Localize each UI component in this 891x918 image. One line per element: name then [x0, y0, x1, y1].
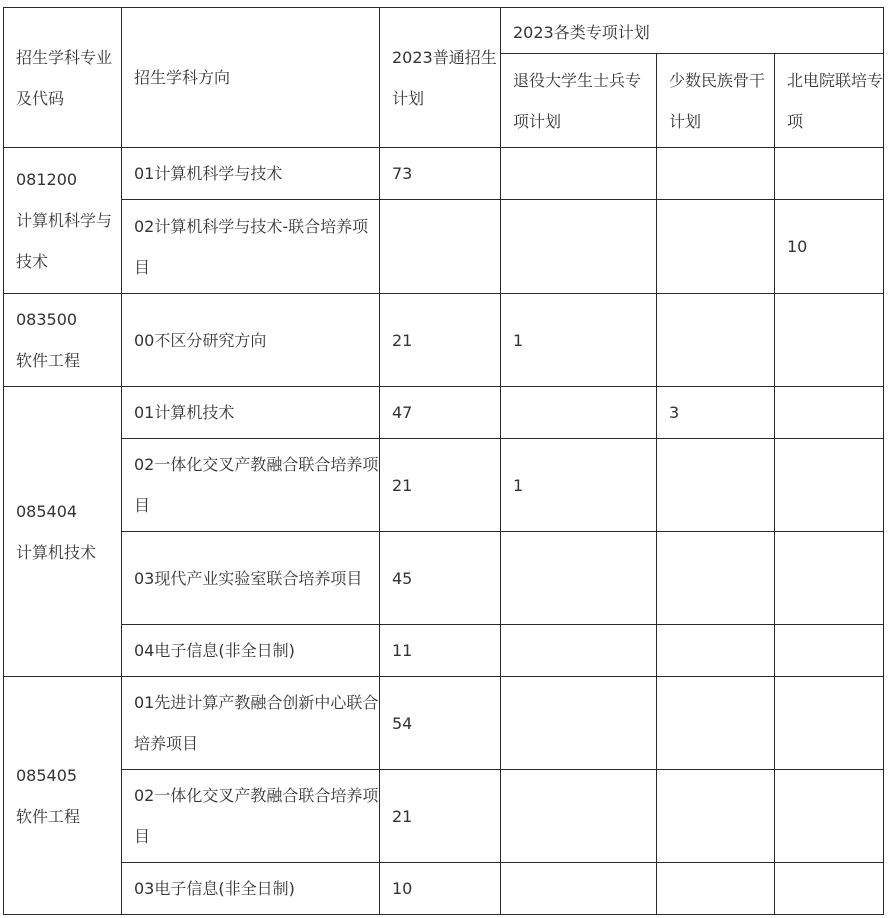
table-row	[4, 770, 884, 863]
veteran-cell: 1	[501, 439, 657, 532]
veteran-cell	[501, 148, 657, 200]
minority-cell	[657, 439, 775, 532]
table-body	[4, 8, 884, 915]
minority-cell	[657, 532, 775, 625]
veteran-cell	[501, 387, 657, 439]
joint-cell	[775, 294, 884, 387]
minority-cell	[657, 863, 775, 915]
direction-cell: 01先进计算产教融合创新中心联合培养项目	[122, 677, 380, 770]
joint-cell: 10	[775, 200, 884, 294]
direction-cell: 02一体化交叉产教融合联合培养项目	[122, 770, 380, 863]
table-row	[4, 863, 884, 915]
direction-cell: 01计算机技术	[122, 387, 380, 439]
joint-cell	[775, 677, 884, 770]
general-cell: 10	[380, 863, 501, 915]
joint-cell	[775, 863, 884, 915]
header-veteran: 退役大学生士兵专项计划	[501, 54, 657, 148]
direction-cell: 02计算机科学与技术-联合培养项目	[122, 200, 380, 294]
direction-cell: 01计算机科学与技术	[122, 148, 380, 200]
table-row	[4, 532, 884, 625]
veteran-cell: 1	[501, 294, 657, 387]
general-cell: 73	[380, 148, 501, 200]
general-cell: 47	[380, 387, 501, 439]
joint-cell	[775, 532, 884, 625]
minority-cell	[657, 677, 775, 770]
minority-cell	[657, 625, 775, 677]
veteran-cell	[501, 200, 657, 294]
subject-cell: 085405 软件工程	[4, 677, 122, 915]
direction-cell: 03电子信息(非全日制)	[122, 863, 380, 915]
subject-cell: 083500 软件工程	[4, 294, 122, 387]
header-minority: 少数民族骨干计划	[657, 54, 775, 148]
general-cell: 11	[380, 625, 501, 677]
minority-cell	[657, 148, 775, 200]
direction-cell: 04电子信息(非全日制)	[122, 625, 380, 677]
header-general-plan: 2023普通招生计划	[380, 8, 501, 148]
table-row	[4, 625, 884, 677]
joint-cell	[775, 387, 884, 439]
joint-cell	[775, 148, 884, 200]
table-row	[4, 148, 884, 200]
table-row	[4, 200, 884, 294]
minority-cell: 3	[657, 387, 775, 439]
header-direction: 招生学科方向	[122, 8, 380, 148]
minority-cell	[657, 294, 775, 387]
header-subject: 招生学科专业及代码	[4, 8, 122, 148]
table-row	[4, 294, 884, 387]
direction-cell: 03现代产业实验室联合培养项目	[122, 532, 380, 625]
general-cell: 21	[380, 294, 501, 387]
table-row	[4, 439, 884, 532]
general-cell: 45	[380, 532, 501, 625]
general-cell: 54	[380, 677, 501, 770]
subject-cell: 081200 计算机科学与技术	[4, 148, 122, 294]
general-cell: 21	[380, 770, 501, 863]
veteran-cell	[501, 863, 657, 915]
subject-cell: 085404 计算机技术	[4, 387, 122, 677]
general-cell: 21	[380, 439, 501, 532]
table-row	[4, 677, 884, 770]
joint-cell	[775, 625, 884, 677]
joint-cell	[775, 770, 884, 863]
general-cell	[380, 200, 501, 294]
veteran-cell	[501, 770, 657, 863]
minority-cell	[657, 770, 775, 863]
joint-cell	[775, 439, 884, 532]
direction-cell: 02一体化交叉产教融合联合培养项目	[122, 439, 380, 532]
veteran-cell	[501, 677, 657, 770]
direction-cell: 00不区分研究方向	[122, 294, 380, 387]
minority-cell	[657, 200, 775, 294]
header-joint-ncepu: 北电院联培专项	[775, 54, 884, 148]
table-row	[4, 387, 884, 439]
veteran-cell	[501, 625, 657, 677]
header-row	[4, 8, 884, 54]
header-special-group: 2023各类专项计划	[501, 8, 884, 54]
veteran-cell	[501, 532, 657, 625]
enrollment-plan-table	[3, 7, 884, 915]
